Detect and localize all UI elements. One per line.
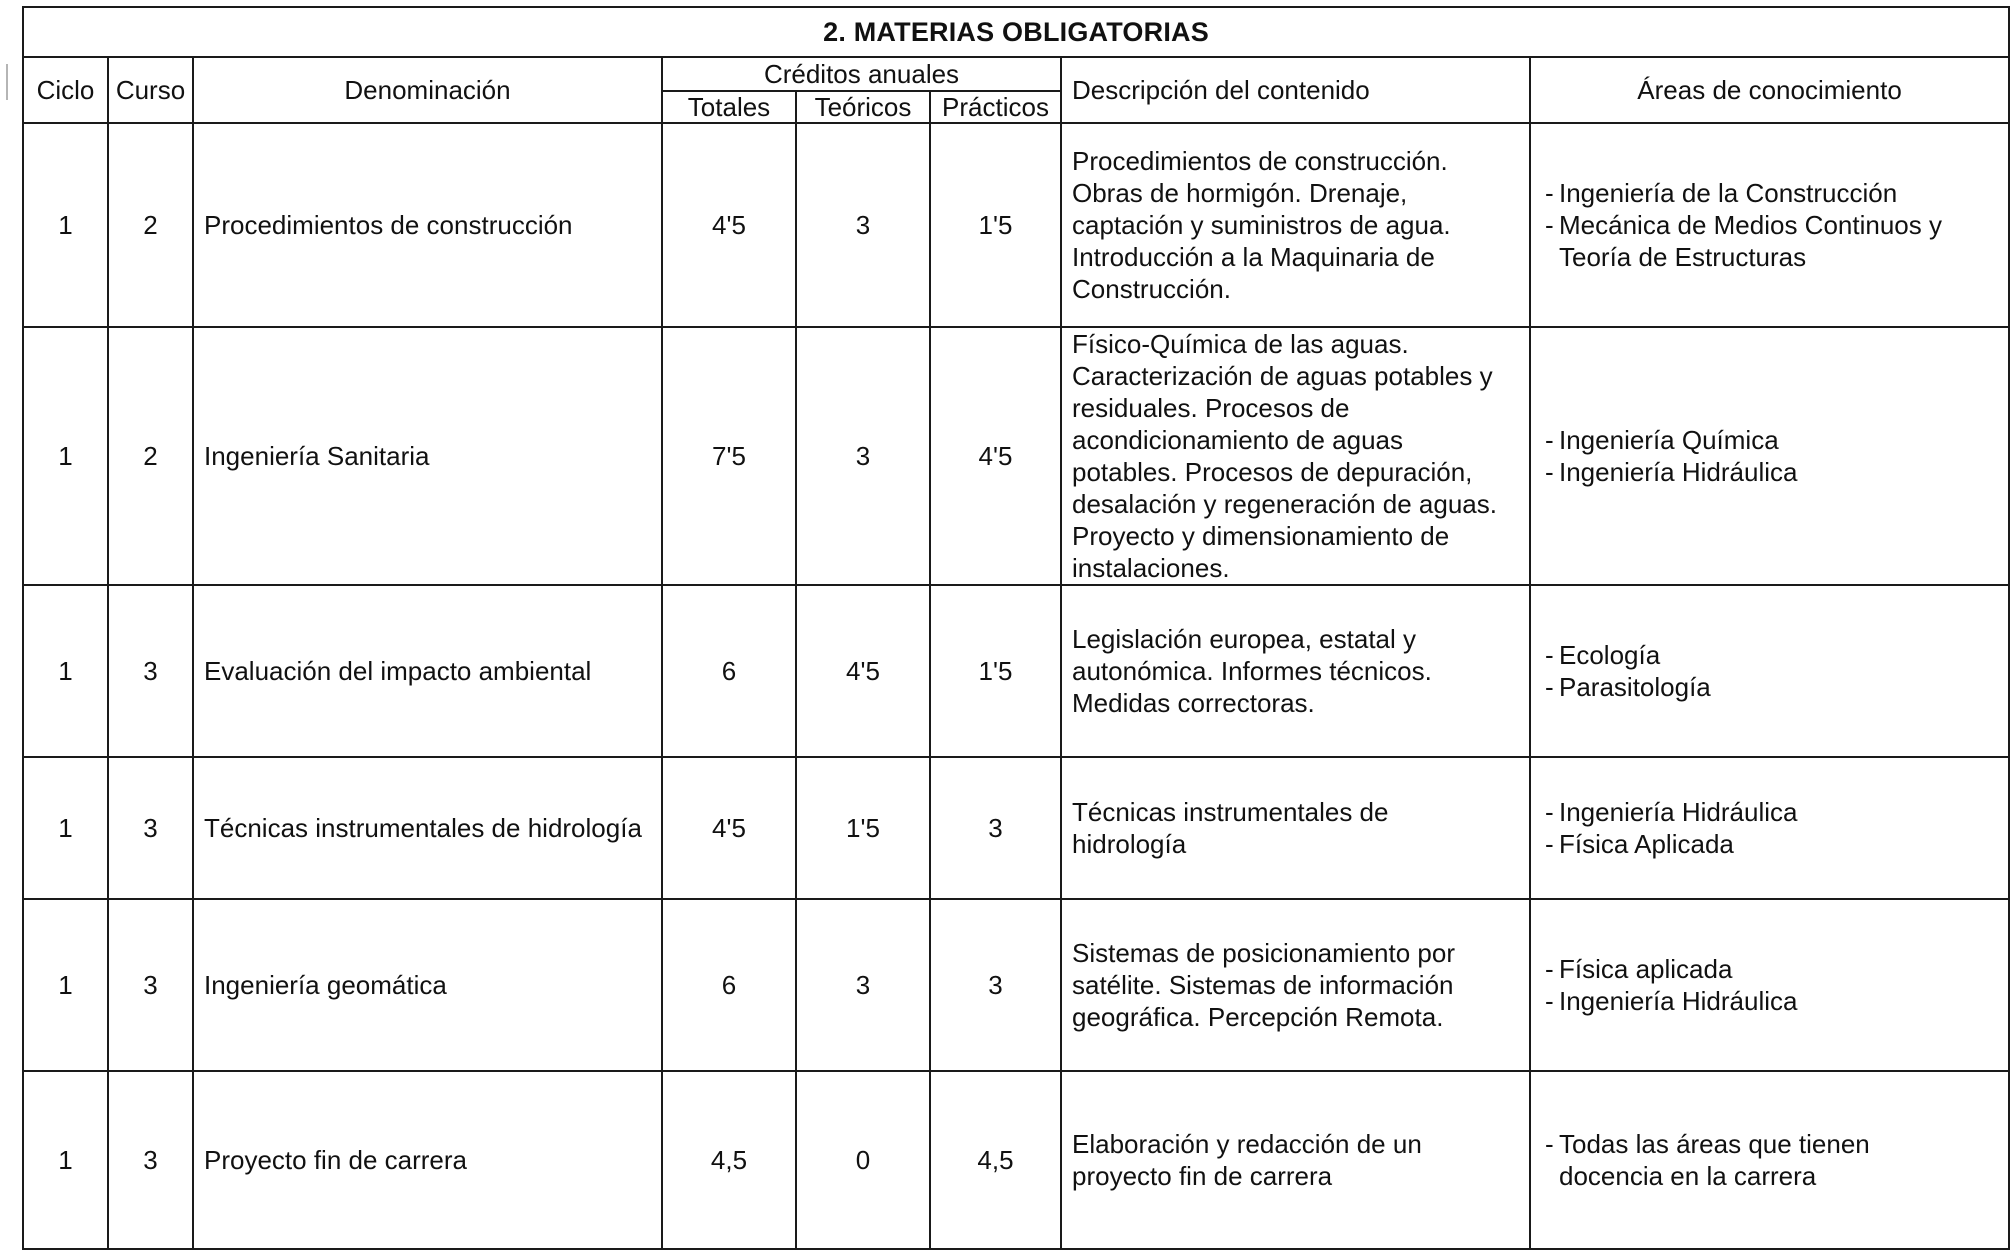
descripcion-line: instalaciones. xyxy=(1072,553,1230,583)
descripcion-line: Legislación europea, estatal y xyxy=(1072,624,1417,654)
area-item xyxy=(1545,796,2008,828)
header-denominacion: Denominación xyxy=(193,57,662,123)
cell-teoricos: 4'5 xyxy=(796,585,930,757)
table-row xyxy=(23,1071,2009,1249)
cell-areas xyxy=(1530,123,2009,327)
descripcion-line: Caracterización de aguas potables y xyxy=(1072,361,1493,391)
area-text: Física Aplicada xyxy=(1559,829,1734,859)
cell-practicos: 1'5 xyxy=(930,123,1061,327)
descripcion-line: residuales. Procesos de xyxy=(1072,393,1350,423)
area-item xyxy=(1545,828,2008,860)
cell-descripcion xyxy=(1061,757,1530,899)
cell-ciclo: 1 xyxy=(23,1071,108,1249)
cell-areas xyxy=(1530,757,2009,899)
area-text: Ingeniería Hidráulica xyxy=(1559,457,1798,487)
cell-practicos: 3 xyxy=(930,757,1061,899)
area-text: Ingeniería Hidráulica xyxy=(1559,986,1798,1016)
cell-totales: 6 xyxy=(662,899,796,1071)
cell-ciclo: 1 xyxy=(23,327,108,585)
area-text: Parasitología xyxy=(1559,672,1711,702)
cell-curso: 3 xyxy=(108,585,193,757)
descripcion-line: Elaboración y redacción de un xyxy=(1072,1129,1422,1159)
descripcion-line: Medidas correctoras. xyxy=(1072,688,1315,718)
descripcion-line: Proyecto y dimensionamiento de xyxy=(1072,521,1450,551)
table-row xyxy=(23,757,2009,899)
descripcion-line: Procedimientos de construcción. xyxy=(1072,146,1448,176)
area-text: Mecánica de Medios Continuos y xyxy=(1559,210,1942,240)
bullet-dash-icon: - xyxy=(1545,986,1554,1016)
descripcion-line: potables. Procesos de depuración, xyxy=(1072,457,1473,487)
cell-ciclo: 1 xyxy=(23,899,108,1071)
cell-areas xyxy=(1530,1071,2009,1249)
cell-totales: 4'5 xyxy=(662,757,796,899)
cell-teoricos: 3 xyxy=(796,327,930,585)
descripcion-line: proyecto fin de carrera xyxy=(1072,1161,1333,1191)
cell-practicos: 3 xyxy=(930,899,1061,1071)
area-text: docencia en la carrera xyxy=(1559,1161,1817,1191)
title-row xyxy=(23,7,2009,57)
margin-mark xyxy=(6,64,8,100)
header-areas: Áreas de conocimiento xyxy=(1530,57,2009,123)
cell-denominacion: Proyecto fin de carrera xyxy=(193,1071,662,1249)
cell-ciclo: 1 xyxy=(23,757,108,899)
cell-totales: 4,5 xyxy=(662,1071,796,1249)
cell-curso: 2 xyxy=(108,327,193,585)
cell-denominacion: Ingeniería geomática xyxy=(193,899,662,1071)
bullet-dash-icon: - xyxy=(1545,1129,1554,1159)
cell-practicos: 4,5 xyxy=(930,1071,1061,1249)
area-item xyxy=(1545,953,2008,985)
header-practicos: Prácticos xyxy=(930,91,1061,123)
cell-denominacion: Técnicas instrumentales de hidrología xyxy=(193,757,662,899)
bullet-dash-icon: - xyxy=(1545,640,1554,670)
bullet-dash-icon: - xyxy=(1545,178,1554,208)
area-item xyxy=(1545,177,2008,209)
cell-teoricos: 3 xyxy=(796,123,930,327)
cell-denominacion: Ingeniería Sanitaria xyxy=(193,327,662,585)
header-row-1 xyxy=(23,57,2009,91)
area-text: Física aplicada xyxy=(1559,954,1733,984)
bullet-dash-icon: - xyxy=(1545,672,1554,702)
area-item xyxy=(1545,639,2008,671)
bullet-dash-icon: - xyxy=(1545,797,1554,827)
table-row xyxy=(23,327,2009,585)
area-item xyxy=(1545,1160,2008,1192)
cell-teoricos: 3 xyxy=(796,899,930,1071)
descripcion-line: acondicionamiento de aguas xyxy=(1072,425,1404,455)
cell-descripcion xyxy=(1061,585,1530,757)
bullet-dash-icon: - xyxy=(1545,829,1554,859)
descripcion-line: Obras de hormigón. Drenaje, xyxy=(1072,178,1408,208)
descripcion-line: captación y suministros de agua. xyxy=(1072,210,1451,240)
header-totales: Totales xyxy=(662,91,796,123)
area-text: Todas las áreas que tienen xyxy=(1559,1129,1870,1159)
cell-teoricos: 1'5 xyxy=(796,757,930,899)
descripcion-line: hidrología xyxy=(1072,829,1187,859)
cell-descripcion xyxy=(1061,327,1530,585)
descripcion-line: Construcción. xyxy=(1072,274,1231,304)
cell-curso: 3 xyxy=(108,899,193,1071)
area-text: Teoría de Estructuras xyxy=(1559,242,1807,272)
area-item xyxy=(1545,985,2008,1017)
area-text: Ingeniería de la Construcción xyxy=(1559,178,1898,208)
bullet-dash-icon: - xyxy=(1545,954,1554,984)
descripcion-line: satélite. Sistemas de información xyxy=(1072,970,1454,1000)
cell-practicos: 4'5 xyxy=(930,327,1061,585)
cell-areas xyxy=(1530,327,2009,585)
descripcion-line: Físico-Química de las aguas. xyxy=(1072,329,1409,359)
bullet-dash-icon: - xyxy=(1545,210,1554,240)
header-teoricos: Teóricos xyxy=(796,91,930,123)
cell-totales: 6 xyxy=(662,585,796,757)
area-item xyxy=(1545,424,2008,456)
area-item xyxy=(1545,209,2008,241)
cell-denominacion: Evaluación del impacto ambiental xyxy=(193,585,662,757)
header-descripcion: Descripción del contenido xyxy=(1061,57,1530,123)
header-ciclo: Ciclo xyxy=(23,57,108,123)
cell-curso: 3 xyxy=(108,1071,193,1249)
table-body xyxy=(23,123,2009,1249)
header-curso: Curso xyxy=(108,57,193,123)
cell-descripcion xyxy=(1061,899,1530,1071)
cell-ciclo: 1 xyxy=(23,585,108,757)
area-item xyxy=(1545,1128,2008,1160)
cell-ciclo: 1 xyxy=(23,123,108,327)
area-item xyxy=(1545,241,2008,273)
area-text: Ingeniería Química xyxy=(1559,425,1779,455)
bullet-dash-icon: - xyxy=(1545,457,1554,487)
area-item xyxy=(1545,456,2008,488)
cell-areas xyxy=(1530,899,2009,1071)
descripcion-line: Introducción a la Maquinaria de xyxy=(1072,242,1435,272)
descripcion-line: geográfica. Percepción Remota. xyxy=(1072,1002,1444,1032)
cell-curso: 2 xyxy=(108,123,193,327)
table-row xyxy=(23,123,2009,327)
descripcion-line: Sistemas de posicionamiento por xyxy=(1072,938,1455,968)
cell-descripcion xyxy=(1061,1071,1530,1249)
descripcion-line: Técnicas instrumentales de xyxy=(1072,797,1389,827)
area-text: Ingeniería Hidráulica xyxy=(1559,797,1798,827)
cell-teoricos: 0 xyxy=(796,1071,930,1249)
descripcion-line: desalación y regeneración de aguas. xyxy=(1072,489,1497,519)
bullet-dash-icon: - xyxy=(1545,425,1554,455)
table-row xyxy=(23,899,2009,1071)
cell-denominacion: Procedimientos de construcción xyxy=(193,123,662,327)
cell-areas xyxy=(1530,585,2009,757)
header-creditos: Créditos anuales xyxy=(662,57,1061,91)
cell-totales: 7'5 xyxy=(662,327,796,585)
cell-practicos: 1'5 xyxy=(930,585,1061,757)
cell-descripcion xyxy=(1061,123,1530,327)
cell-totales: 4'5 xyxy=(662,123,796,327)
area-text: Ecología xyxy=(1559,640,1661,670)
cell-curso: 3 xyxy=(108,757,193,899)
area-item xyxy=(1545,671,2008,703)
materias-table xyxy=(22,6,2010,1250)
table-title: 2. MATERIAS OBLIGATORIAS xyxy=(23,7,2009,57)
table-row xyxy=(23,585,2009,757)
descripcion-line: autonómica. Informes técnicos. xyxy=(1072,656,1432,686)
